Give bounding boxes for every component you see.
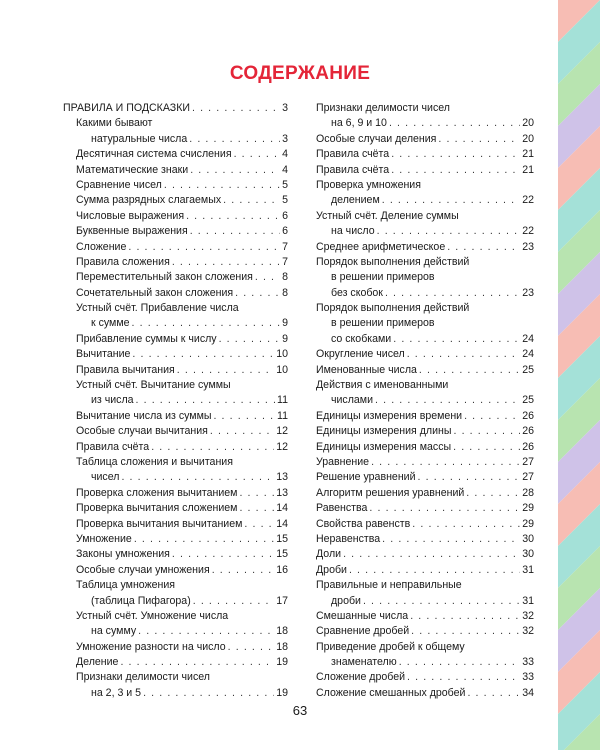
toc-entry-page: 12 (276, 425, 288, 438)
toc-entry (63, 640, 288, 655)
toc-leader-dots (177, 363, 274, 378)
toc-entry-page: 6 (282, 209, 288, 222)
toc-entry (316, 347, 534, 362)
toc-leader-dots (438, 132, 520, 147)
toc-entry-page: 31 (522, 563, 534, 576)
toc-entry-page: 34 (522, 686, 534, 699)
toc-entry (316, 316, 534, 331)
toc-entry-page: 19 (276, 656, 288, 669)
toc-entry (63, 301, 288, 316)
toc-entry-title: Действия с именованными (316, 379, 449, 392)
toc-leader-dots (369, 501, 520, 516)
toc-entry-title: Единицы измерения массы (316, 440, 452, 453)
toc-entry-page: 24 (522, 332, 534, 345)
toc-entry-page: 8 (282, 271, 288, 284)
toc-leader-dots (399, 655, 521, 670)
toc-entry-title: Устный счёт. Деление суммы (316, 209, 459, 222)
toc-leader-dots (363, 594, 520, 609)
toc-entry-title: со скобками (331, 332, 392, 345)
toc-entry-title: из числа (91, 394, 134, 407)
toc-entry-title: Признаки делимости чисел (76, 671, 210, 684)
toc-entry (63, 116, 288, 131)
toc-leader-dots (219, 332, 281, 347)
toc-entry-page: 21 (522, 148, 534, 161)
toc-leader-dots (136, 393, 275, 408)
toc-entry-title: Округление чисел (316, 348, 405, 361)
toc-leader-dots (419, 363, 520, 378)
toc-entry (63, 347, 288, 362)
toc-entry-page: 23 (522, 286, 534, 299)
toc-entry-page: 32 (522, 625, 534, 638)
toc-entry (63, 455, 288, 470)
toc-leader-dots (120, 655, 274, 670)
toc-entry-title: Порядок выполнения действий (316, 255, 470, 268)
toc-entry (316, 270, 534, 285)
toc-entry-title: Таблица умножения (76, 579, 176, 592)
toc-entry (316, 517, 534, 532)
toc-entry-title: Неравенства (316, 532, 381, 545)
toc-entry (316, 470, 534, 485)
toc-entry-title: Устный счёт. Умножение числа (76, 609, 229, 622)
toc-entry-page: 3 (282, 132, 288, 145)
toc-entry-title: Единицы измерения длины (316, 425, 452, 438)
toc-entry-page: 31 (522, 594, 534, 607)
toc-entry (63, 224, 288, 239)
toc-entry-page: 20 (522, 117, 534, 130)
toc-leader-dots (382, 532, 520, 547)
toc-leader-dots (349, 563, 520, 578)
toc-entry-title: Особые случаи вычитания (76, 425, 208, 438)
toc-leader-dots (192, 101, 280, 116)
toc-entry-page: 10 (276, 348, 288, 361)
toc-entry (63, 532, 288, 547)
toc-entry (316, 563, 534, 578)
toc-entry-page: 28 (522, 486, 534, 499)
toc-entry-title: Устный счёт. Вычитание суммы (76, 379, 231, 392)
toc-leader-dots (164, 178, 280, 193)
toc-entry-page: 29 (522, 502, 534, 515)
toc-entry-title: Десятичная система счисления (76, 148, 232, 161)
toc-left-column (63, 101, 288, 701)
toc-leader-dots (244, 517, 274, 532)
toc-entry-title: Правила вычитания (76, 363, 175, 376)
page-number: 63 (292, 703, 308, 718)
toc-entry-page: 4 (282, 148, 288, 161)
toc-entry (316, 178, 534, 193)
toc-entry (316, 301, 534, 316)
toc-entry (63, 624, 288, 639)
toc-entry (63, 178, 288, 193)
toc-leader-dots (138, 624, 274, 639)
toc-leader-dots (407, 670, 520, 685)
toc-entry (316, 686, 534, 701)
toc-entry-title: Свойства равенств (316, 517, 411, 530)
toc-entry-title: Устный счёт. Прибавление числа (76, 302, 239, 315)
toc-leader-dots (391, 147, 520, 162)
toc-entry-title: Какими бывают (76, 117, 153, 130)
toc-entry-title: Проверка вычитания сложением (76, 502, 238, 515)
toc-entry (63, 163, 288, 178)
toc-entry-title: Сочетательный закон сложения (76, 286, 234, 299)
toc-entry-title: Правила сложения (76, 255, 170, 268)
toc-entry-page: 30 (522, 548, 534, 561)
toc-entry (316, 286, 534, 301)
toc-entry-page: 14 (276, 502, 288, 515)
toc-entry-title: Дроби (316, 563, 347, 576)
toc-entry (316, 532, 534, 547)
toc-leader-dots (239, 501, 274, 516)
toc-entry-title: Правила счёта (316, 148, 390, 161)
toc-entry (316, 655, 534, 670)
toc-entry-page: 30 (522, 532, 534, 545)
toc-leader-dots (371, 455, 520, 470)
toc-entry-title: Математические знаки (76, 163, 189, 176)
toc-leader-dots (343, 547, 520, 562)
toc-entry-title: Законы умножения (76, 548, 170, 561)
toc-entry-page: 3 (282, 102, 288, 114)
toc-entry (63, 209, 288, 224)
toc-entry-title: Сложение смешанных дробей (316, 686, 466, 699)
toc-entry-title: Умножение разности на число (76, 640, 226, 653)
toc-leader-dots (466, 486, 520, 501)
toc-entry (316, 640, 534, 655)
toc-entry-title: к сумме (91, 317, 130, 330)
toc-entry-title: Решение уравнений (316, 471, 416, 484)
toc-entry (316, 547, 534, 562)
toc-entry-page: 25 (522, 363, 534, 376)
toc-entry-title: на 2, 3 и 5 (91, 686, 142, 699)
toc-entry (316, 455, 534, 470)
toc-entry-title: Приведение дробей к общему (316, 640, 465, 653)
toc-leader-dots (172, 255, 280, 270)
toc-entry (316, 116, 534, 131)
toc-entry (63, 270, 288, 285)
toc-entry (63, 255, 288, 270)
toc-entry-page: 17 (276, 594, 288, 607)
toc-entry (316, 147, 534, 162)
toc-entry-title: Сравнение дробей (316, 625, 410, 638)
toc-entry (63, 101, 288, 116)
toc-entry-page: 33 (522, 671, 534, 684)
toc-leader-dots (134, 532, 274, 547)
toc-entry (316, 409, 534, 424)
toc-entry (316, 378, 534, 393)
toc-entry (316, 578, 534, 593)
toc-leader-dots (411, 624, 520, 639)
toc-entry (316, 224, 534, 239)
toc-leader-dots (212, 563, 275, 578)
toc-entry (316, 594, 534, 609)
toc-entry-page: 25 (522, 394, 534, 407)
toc-entry-title: Прибавление суммы к числу (76, 332, 217, 345)
toc-leader-dots (418, 470, 521, 485)
toc-entry (63, 332, 288, 347)
toc-entry (316, 240, 534, 255)
toc-entry-title: на 6, 9 и 10 (331, 117, 387, 130)
toc-entry-title: Среднее арифметическое (316, 240, 446, 253)
toc-entry-page: 7 (282, 240, 288, 253)
toc-entry-page: 4 (282, 163, 288, 176)
toc-entry-title: дроби (331, 594, 361, 607)
toc-entry-title: Правила счёта (76, 440, 150, 453)
toc-leader-dots (235, 286, 280, 301)
toc-leader-dots (410, 609, 520, 624)
toc-entry-page: 10 (276, 363, 288, 376)
toc-entry-title: Проверка вычитания вычитанием (76, 517, 243, 530)
toc-leader-dots (412, 517, 520, 532)
toc-leader-dots (189, 132, 280, 147)
toc-leader-dots (190, 224, 280, 239)
toc-entry (316, 193, 534, 208)
toc-entry (316, 501, 534, 516)
toc-entry (63, 609, 288, 624)
toc-entry (63, 547, 288, 562)
toc-entry (63, 501, 288, 516)
toc-entry (316, 101, 534, 116)
toc-leader-dots (464, 409, 520, 424)
toc-entry (316, 255, 534, 270)
toc-leader-dots (385, 286, 520, 301)
toc-entry (63, 147, 288, 162)
toc-entry-title: Таблица сложения и вычитания (76, 455, 233, 468)
toc-entry-page: 16 (276, 563, 288, 576)
toc-entry (316, 393, 534, 408)
toc-entry-title: Именованные числа (316, 363, 417, 376)
toc-entry-title: Уравнение (316, 455, 370, 468)
toc-entry-title: (таблица Пифагора) (91, 594, 191, 607)
toc-entry-title: Правила счёта (316, 163, 390, 176)
toc-leader-dots (393, 332, 520, 347)
toc-leader-dots (223, 193, 280, 208)
toc-leader-dots (453, 424, 520, 439)
toc-entry (316, 486, 534, 501)
toc-entry-title: Смешанные числа (316, 609, 409, 622)
toc-entry-title: знаменателю (331, 656, 397, 669)
toc-entry-page: 13 (276, 471, 288, 484)
toc-entry (63, 193, 288, 208)
toc-entry-title: натуральные числа (91, 132, 188, 145)
toc-entry (63, 424, 288, 439)
toc-entry-page: 18 (276, 640, 288, 653)
toc-leader-dots (389, 116, 520, 131)
toc-entry-page: 18 (276, 625, 288, 638)
toc-entry-title: Правильные и неправильные (316, 579, 462, 592)
toc-entry-page: 11 (277, 409, 288, 422)
toc-leader-dots (239, 486, 274, 501)
toc-leader-dots (382, 193, 520, 208)
toc-entry-page: 11 (277, 394, 288, 407)
toc-entry-title: на число (331, 225, 375, 238)
toc-leader-dots (447, 240, 520, 255)
toc-entry (63, 563, 288, 578)
toc-entry-title: чисел (91, 471, 120, 484)
toc-entry-page: 33 (522, 656, 534, 669)
toc-entry (63, 686, 288, 701)
toc-leader-dots (407, 347, 520, 362)
toc-entry-title: в решении примеров (331, 271, 435, 284)
toc-entry (63, 517, 288, 532)
toc-entry (63, 378, 288, 393)
toc-entry-page: 7 (282, 255, 288, 268)
toc-entry (63, 655, 288, 670)
toc-entry-page: 26 (522, 440, 534, 453)
toc-leader-dots (132, 347, 274, 362)
toc-entry-page: 5 (282, 194, 288, 207)
triangle-border-decoration (558, 0, 600, 750)
toc-entry (63, 286, 288, 301)
toc-leader-dots (391, 163, 520, 178)
toc-entry-title: Вычитание числа из суммы (76, 409, 212, 422)
toc-entry (63, 578, 288, 593)
toc-entry-title: Вычитание (76, 348, 131, 361)
toc-entry-page: 27 (522, 471, 534, 484)
toc-leader-dots (128, 240, 280, 255)
toc-entry-page: 23 (522, 240, 534, 253)
toc-entry (63, 393, 288, 408)
toc-leader-dots (151, 440, 274, 455)
toc-entry-page: 9 (282, 332, 288, 345)
toc-leader-dots (190, 163, 280, 178)
toc-entry (63, 409, 288, 424)
toc-entry (63, 470, 288, 485)
toc-entry-title: Сложение (76, 240, 127, 253)
toc-entry-title: Проверка умножения (316, 178, 421, 191)
toc-entry-title: Особые случаи умножения (76, 563, 210, 576)
toc-entry-title: Признаки делимости чисел (316, 102, 450, 114)
toc-entry-page: 27 (522, 455, 534, 468)
toc-entry-title: Сумма разрядных слагаемых (76, 194, 222, 207)
toc-entry (316, 440, 534, 455)
toc-entry-page: 22 (522, 194, 534, 207)
toc-entry-page: 12 (276, 440, 288, 453)
toc-entry (316, 332, 534, 347)
toc-entry (316, 132, 534, 147)
toc-entry (316, 163, 534, 178)
toc-entry (63, 316, 288, 331)
toc-entry-title: Сложение дробей (316, 671, 406, 684)
toc-entry-title: делением (331, 194, 380, 207)
toc-entry (316, 363, 534, 378)
toc-entry-page: 21 (522, 163, 534, 176)
toc-leader-dots (186, 209, 280, 224)
toc-entry (63, 440, 288, 455)
toc-leader-dots (467, 686, 520, 701)
toc-entry (63, 486, 288, 501)
toc-leader-dots (228, 640, 275, 655)
toc-leader-dots (132, 316, 281, 331)
toc-entry (316, 209, 534, 224)
toc-entry-page: 20 (522, 132, 534, 145)
toc-entry-page: 26 (522, 425, 534, 438)
toc-entry-title: без скобок (331, 286, 383, 299)
page-title: СОДЕРЖАНИЕ (229, 63, 371, 84)
toc-entry-page: 15 (276, 532, 288, 545)
toc-entry-page: 32 (522, 609, 534, 622)
toc-entry-title: Буквенные выражения (76, 225, 188, 238)
toc-entry (316, 670, 534, 685)
toc-leader-dots (143, 686, 274, 701)
toc-entry (63, 240, 288, 255)
toc-leader-dots (255, 270, 280, 285)
toc-entry-page: 22 (522, 225, 534, 238)
toc-entry-title: Числовые выражения (76, 209, 185, 222)
toc-entry-page: 14 (276, 517, 288, 530)
toc-leader-dots (234, 147, 281, 162)
toc-entry-page: 26 (522, 409, 534, 422)
toc-leader-dots (213, 409, 275, 424)
toc-entry (63, 132, 288, 147)
toc-entry-page: 15 (276, 548, 288, 561)
toc-entry-page: 9 (282, 317, 288, 330)
toc-leader-dots (193, 594, 274, 609)
toc-entry-title: числами (331, 394, 374, 407)
toc-entry-title: на сумму (91, 625, 137, 638)
toc-entry-page: 13 (276, 486, 288, 499)
toc-leader-dots (172, 547, 274, 562)
toc-entry (316, 624, 534, 639)
toc-entry-title: Умножение (76, 532, 132, 545)
toc-entry-page: 6 (282, 225, 288, 238)
toc-entry-title: Деление (76, 656, 119, 669)
toc-leader-dots (377, 224, 521, 239)
toc-entry-title: Алгоритм решения уравнений (316, 486, 465, 499)
toc-entry-title: Сравнение чисел (76, 178, 162, 191)
toc-leader-dots (375, 393, 520, 408)
toc-entry-page: 24 (522, 348, 534, 361)
toc-entry-title: ПРАВИЛА И ПОДСКАЗКИ (63, 102, 190, 114)
toc-entry-page: 19 (276, 686, 288, 699)
toc-entry-title: Единицы измерения времени (316, 409, 463, 422)
toc-entry-title: в решении примеров (331, 317, 435, 330)
toc-entry (63, 363, 288, 378)
toc-right-column (316, 101, 534, 701)
toc-leader-dots (210, 424, 274, 439)
toc-entry (316, 424, 534, 439)
toc-entry (316, 609, 534, 624)
toc-entry-page: 5 (282, 178, 288, 191)
toc-entry-title: Проверка сложения вычитанием (76, 486, 238, 499)
toc-leader-dots (453, 440, 520, 455)
toc-entry-page: 8 (282, 286, 288, 299)
toc-entry (63, 670, 288, 685)
toc-entry-title: Порядок выполнения действий (316, 302, 470, 315)
toc-entry-page: 29 (522, 517, 534, 530)
toc-leader-dots (121, 470, 274, 485)
toc-entry-title: Доли (316, 548, 342, 561)
toc-entry-title: Особые случаи деления (316, 132, 437, 145)
toc-entry (63, 594, 288, 609)
toc-entry-title: Равенства (316, 502, 368, 515)
toc-entry-title: Переместительный закон сложения (76, 271, 253, 284)
